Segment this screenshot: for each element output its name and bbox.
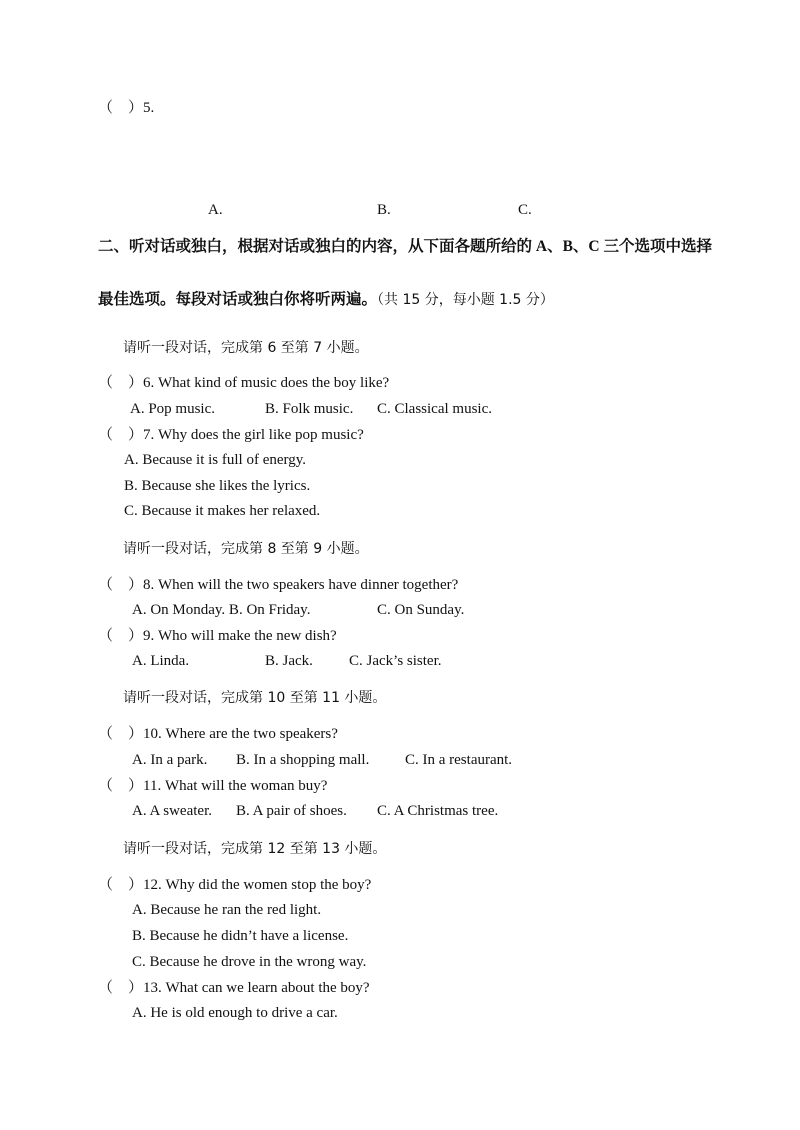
- question-9-option-b: B. Jack.: [265, 653, 313, 669]
- question-12-option-b: B. Because he didn’t have a license.: [132, 928, 349, 944]
- question-12-option-a: A. Because he ran the red light.: [132, 902, 322, 918]
- question-5-option-b: B.: [377, 202, 391, 218]
- group-1-instruction: 请听一段对话，完成第 6 至第 7 小题。: [123, 340, 369, 356]
- question-13-stem: （ ）13. What can we learn about the boy?: [98, 980, 370, 996]
- section-2-heading-line-1: 二、听对话或独白，根据对话或独白的内容，从下面各题所给的 A、B、C 三个选项中选择: [98, 238, 712, 255]
- question-9-option-a: A. Linda.: [132, 653, 190, 669]
- question-6-stem: （ ）6. What kind of music does the boy like?: [98, 375, 390, 391]
- question-5-number: （ ）5.: [98, 100, 155, 116]
- question-12-stem: （ ）12. Why did the women stop the boy?: [98, 877, 372, 893]
- group-3-instruction: 请听一段对话，完成第 10 至第 11 小题。: [123, 690, 387, 706]
- question-10-option-c: C. In a restaurant.: [405, 752, 513, 768]
- group-2-instruction: 请听一段对话，完成第 8 至第 9 小题。: [123, 541, 369, 557]
- question-10-option-b: B. In a shopping mall.: [236, 752, 370, 768]
- question-5-option-c: C.: [518, 202, 532, 218]
- question-6-option-a: A. Pop music.: [130, 401, 216, 417]
- question-13-option-a: A. He is old enough to drive a car.: [132, 1005, 338, 1021]
- question-6-option-b: B. Folk music.: [265, 401, 354, 417]
- question-8-option-c: C. On Sunday.: [377, 602, 465, 618]
- question-7-stem: （ ）7. Why does the girl like pop music?: [98, 427, 364, 443]
- section-2-heading-bold-part: 最佳选项。每段对话或独白你将听两遍。: [98, 291, 378, 308]
- question-9-option-c: C. Jack’s sister.: [349, 653, 442, 669]
- question-11-stem: （ ）11. What will the woman buy?: [98, 778, 328, 794]
- question-5-option-a: A.: [208, 202, 223, 218]
- question-11-option-a: A. A sweater.: [132, 803, 212, 819]
- question-8-stem: （ ）8. When will the two speakers have dinner together?: [98, 577, 459, 593]
- question-7-option-c: C. Because it makes her relaxed.: [124, 503, 321, 519]
- question-7-option-b: B. Because she likes the lyrics.: [124, 478, 311, 494]
- question-8-option-ab: A. On Monday. B. On Friday.: [132, 602, 311, 618]
- question-11-option-c: C. A Christmas tree.: [377, 803, 499, 819]
- question-10-stem: （ ）10. Where are the two speakers?: [98, 726, 338, 742]
- question-7-option-a: A. Because it is full of energy.: [124, 452, 307, 468]
- section-2-heading-line-2: [98, 290, 554, 310]
- question-11-option-b: B. A pair of shoes.: [236, 803, 347, 819]
- question-12-option-c: C. Because he drove in the wrong way.: [132, 954, 367, 970]
- question-6-option-c: C. Classical music.: [377, 401, 492, 417]
- group-4-instruction: 请听一段对话，完成第 12 至第 13 小题。: [123, 841, 387, 857]
- section-2-score-note: （共 15 分，每小题 1.5 分）: [377, 292, 554, 308]
- question-10-option-a: A. In a park.: [132, 752, 208, 768]
- question-9-stem: （ ）9. Who will make the new dish?: [98, 628, 337, 644]
